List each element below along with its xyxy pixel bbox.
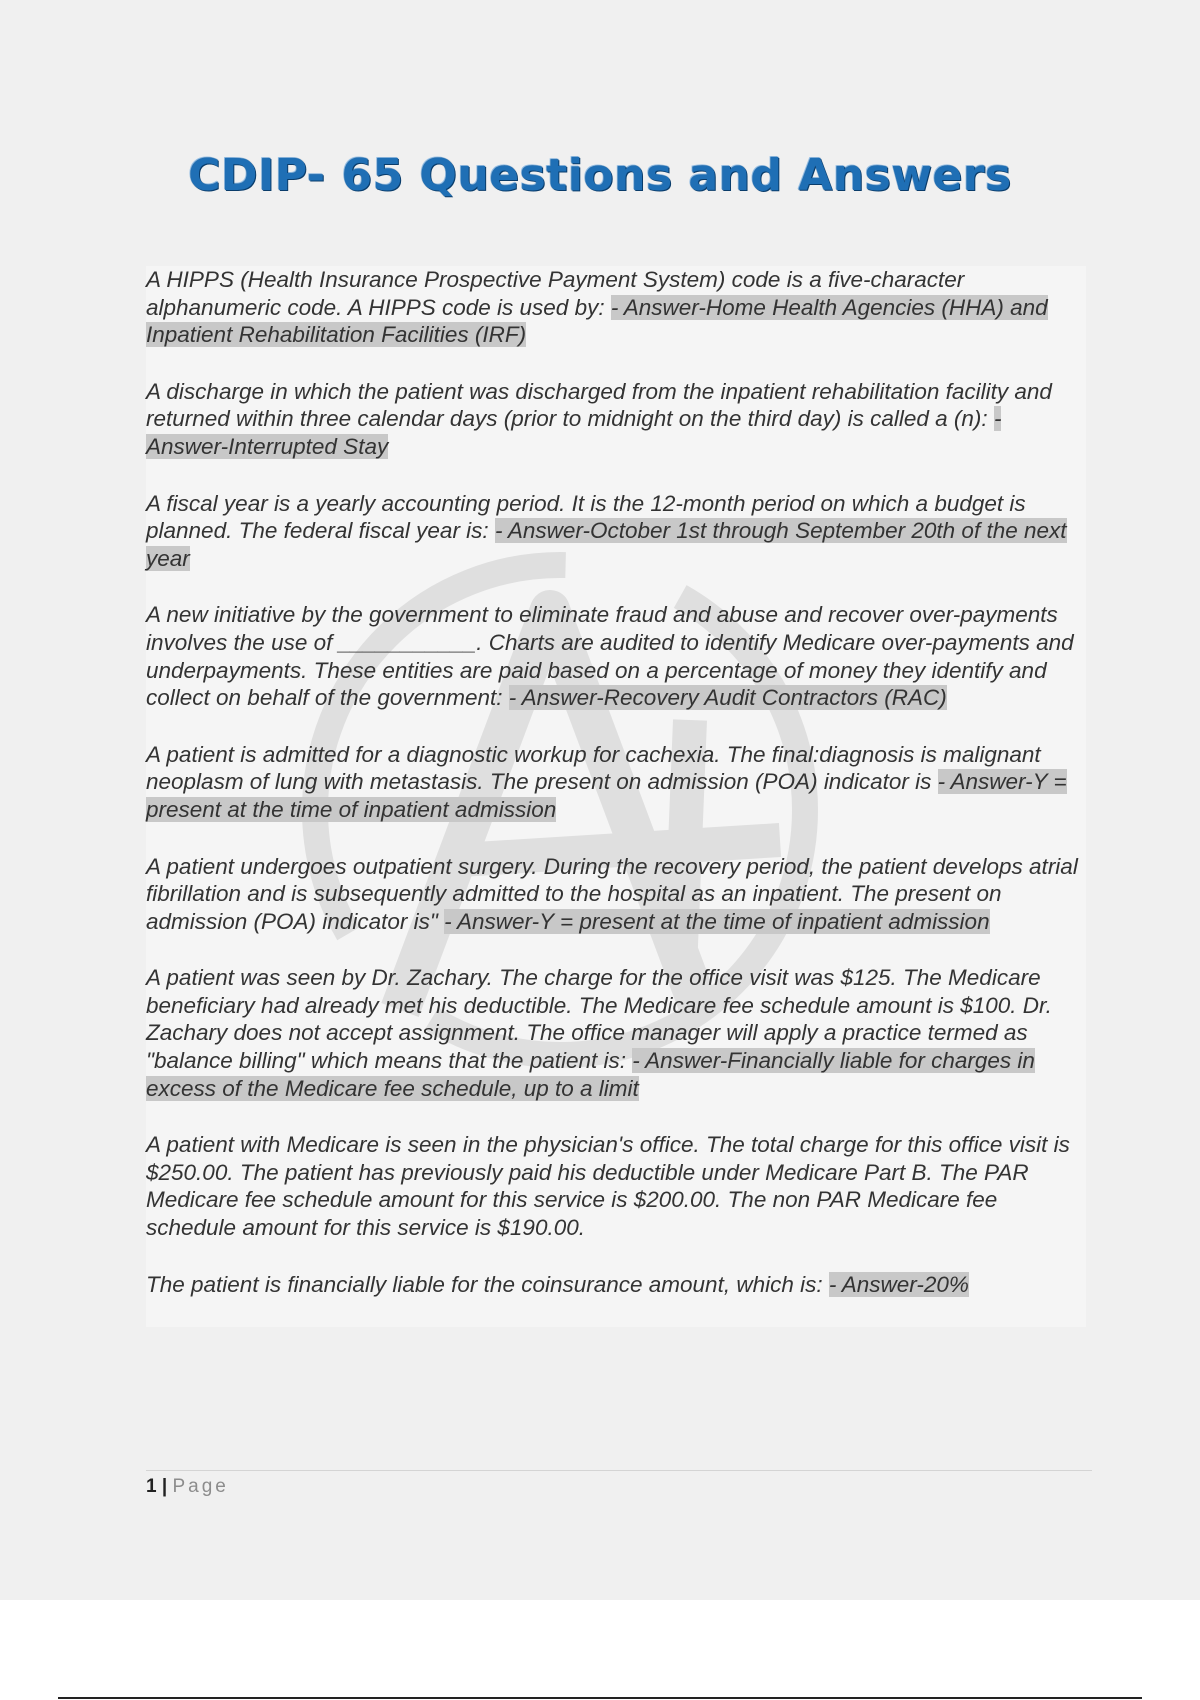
answer-text: - Answer-Financially liable for charges in excess of the Medicare fee schedule, up to a limit [146, 1048, 1035, 1101]
answer-text: - Answer-Y = present at the time of inpatient admission [444, 908, 990, 934]
qa-list [146, 266, 1086, 1327]
page-separator: | [156, 1476, 173, 1497]
qa-item [146, 741, 1086, 824]
footer-divider [146, 1470, 1092, 1471]
question-text: A patient undergoes outpatient surgery. During the recovery period, the patient develops atrial fibrillation and is subsequently admitted to the hospital as an inpatient. The present on admission (POA) indicator is" [146, 853, 1078, 934]
answer-text: - Answer-Y = present at the time of inpatient admission [146, 769, 1067, 822]
qa-item [146, 601, 1086, 711]
qa-item [146, 490, 1086, 573]
answer-text: - Answer-20% [828, 1271, 969, 1297]
answer-text: - Answer-Recovery Audit Contractors (RAC) [508, 685, 947, 711]
answer-text: - Answer-Home Health Agencies (HHA) and [610, 294, 1048, 320]
bottom-divider [58, 1697, 1142, 1699]
question-text: A fiscal year is a yearly accounting period. It is the 12-month period on which a budget is planned. The federal fiscal year is: [146, 490, 1026, 544]
qa-item [146, 1131, 1086, 1241]
question-text: A new initiative by the government to eliminate fraud and abuse and recover over-payments involves the use of ___________. Charts are audited to identify Medicare over-payments and underpayments. These entities are paid based on a percentage of money they identify and collect on behalf of the government: [146, 602, 1074, 711]
answer-text-continued: Inpatient Rehabilitation Facilities (IRF) [146, 322, 527, 348]
question-text: A HIPPS (Health Insurance Prospective Payment System) code is a five-character alphanumeric code. A HIPPS code is used by: [146, 267, 965, 320]
qa-item [146, 266, 1086, 349]
qa-item [146, 853, 1086, 936]
qa-item [146, 378, 1086, 461]
qa-item [146, 964, 1086, 1102]
document-title: CDIP- 65 Questions and Answers [188, 150, 1012, 201]
qa-item [146, 1271, 1086, 1299]
page-footer [146, 1476, 229, 1498]
question-text: A discharge in which the patient was discharged from the inpatient rehabilitation facility and returned within three calendar days (prior to midnight on the third day) is called a (n): [146, 378, 1052, 432]
question-text: The patient is financially liable for the coinsurance amount, which is: [146, 1271, 829, 1297]
page-number: 1 [146, 1476, 157, 1497]
answer-text: - Answer-October 1st through September 20th of the next year [146, 518, 1067, 571]
answer-text: - Answer-Interrupted Stay [146, 406, 1002, 459]
question-text: A patient is admitted for a diagnostic workup for cachexia. The final:diagnosis is malignant neoplasm of lung with metastasis. The present on admission (POA) indicator is [146, 741, 1041, 795]
page-label: Page [172, 1476, 229, 1497]
question-text: A patient was seen by Dr. Zachary. The charge for the office visit was $125. The Medicare beneficiary had already met his deductible. The Medicare fee schedule amount is $100. Dr. Zachary does not accept assignment. The office manager will apply a practice termed as "balance billing" which means that the patient is: [146, 965, 1052, 1074]
question-text: A patient with Medicare is seen in the physician's office. The total charge for this office visit is $250.00. The patient has previously paid his deductible under Medicare Part B. The PAR Medicare fee schedule amount for this service is $200.00. The non PAR Medicare fee schedule amount for this service is $190.00. [146, 1132, 1070, 1241]
